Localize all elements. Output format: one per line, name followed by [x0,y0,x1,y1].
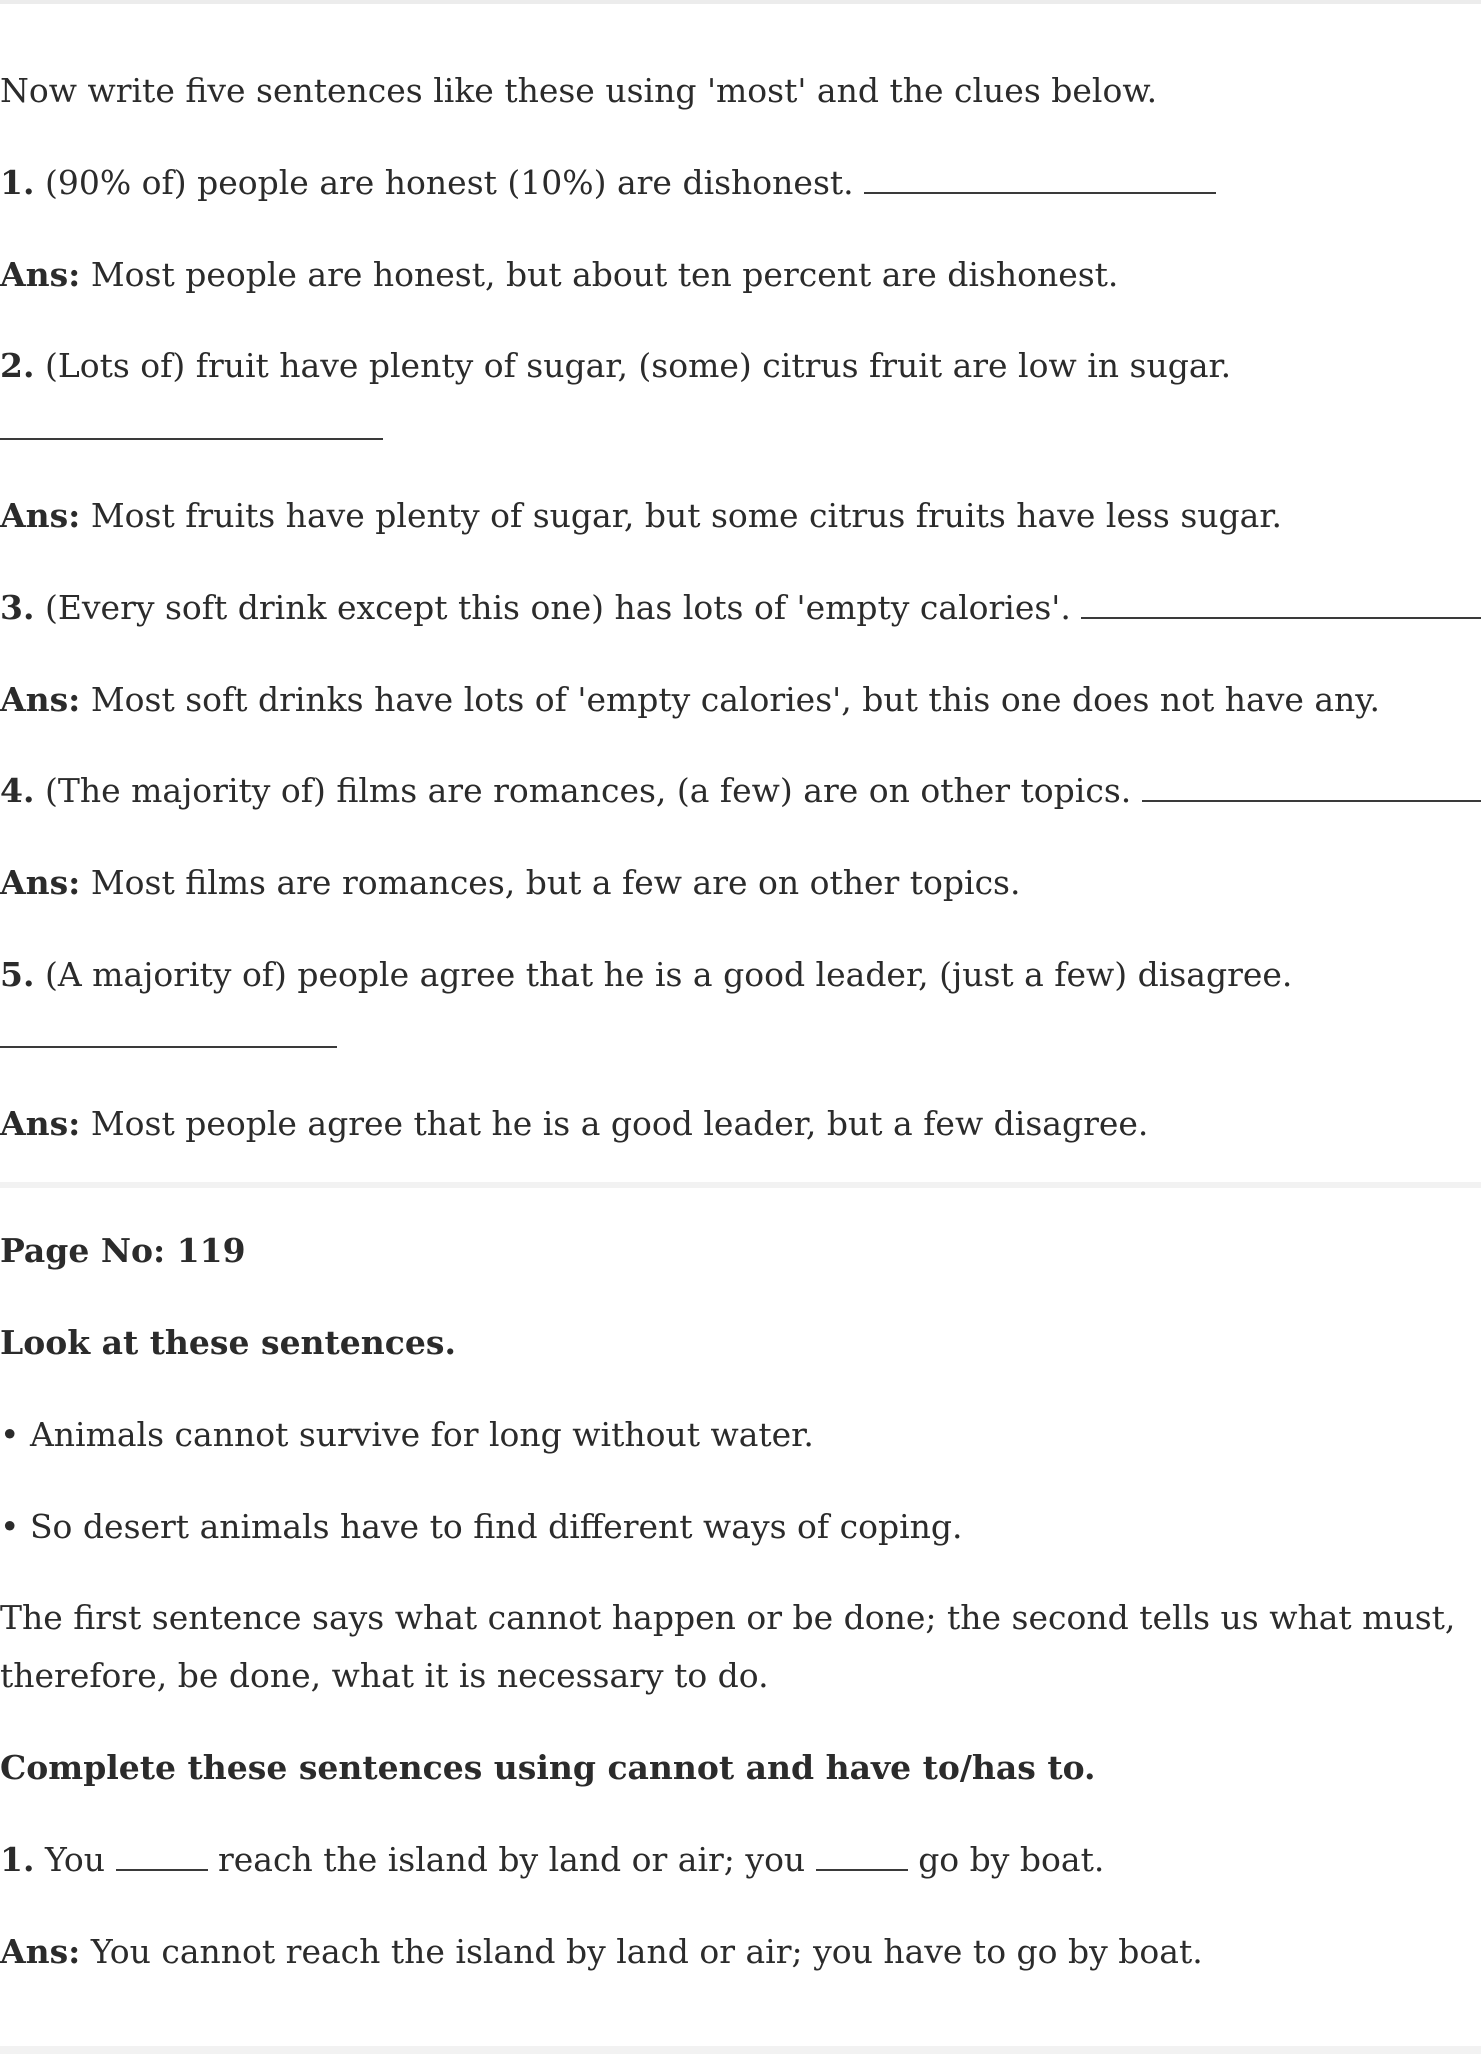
bottom-border [0,2046,1481,2054]
complete-heading: Complete these sentences using cannot and have to/has to. [0,1748,1096,1787]
question-5: 5. (A majority of) people agree that he is a good leader, (just a few) disagree. [0,955,1293,994]
question-number: 1. [0,1840,35,1879]
page-number-heading: Page No: 119 [0,1231,246,1270]
answer-blank [1142,774,1481,802]
question-number: 5. [0,955,35,994]
fill-answer-1: Ans: You cannot reach the island by land or air; you have to go by boat. [0,1932,1203,1971]
answer-blank [1081,591,1481,619]
question-number: 2. [0,346,35,385]
answer-label: Ans: [0,1932,81,1971]
answer-blank [0,1046,337,1048]
fill-question-1: 1. You reach the island by land or air; you go by boat. [0,1840,1105,1879]
look-heading: Look at these sentences. [0,1323,456,1362]
answer-label: Ans: [0,1104,81,1143]
answer-label: Ans: [0,496,81,535]
fill-blank [816,1843,908,1871]
answer-blank [0,438,383,440]
answer-3: Ans: Most soft drinks have lots of 'empty calories', but this one does not have any. [0,680,1381,719]
question-4: 4. (The majority of) films are romances, (a few) are on other topics. [0,771,1481,811]
answer-1: Ans: Most people are honest, but about ten percent are dishonest. [0,255,1119,294]
answer-4: Ans: Most films are romances, but a few are on other topics. [0,863,1021,902]
top-border [0,0,1481,4]
bullet-item: • So desert animals have to find different ways of coping. [0,1507,963,1546]
fill-blank [116,1843,208,1871]
question-number: 4. [0,771,35,810]
answer-5: Ans: Most people agree that he is a good leader, but a few disagree. [0,1104,1149,1143]
question-number: 3. [0,588,35,627]
answer-blank [864,166,1216,194]
question-1: 1. (90% of) people are honest (10%) are dishonest. [0,163,1216,203]
exercise-intro: Now write five sentences like these using 'most' and the clues below. [0,71,1158,110]
question-3: 3. (Every soft drink except this one) has lots of 'empty calories'. [0,588,1481,628]
explanation-line: The first sentence says what cannot happen or be done; the second tells us what must, [0,1598,1456,1637]
question-number: 1. [0,163,35,202]
answer-label: Ans: [0,255,81,294]
section-divider [0,1182,1481,1188]
explanation-line: therefore, be done, what it is necessary to do. [0,1656,769,1695]
question-2: 2. (Lots of) fruit have plenty of sugar, (some) citrus fruit are low in sugar. [0,346,1232,385]
bullet-item: • Animals cannot survive for long without water. [0,1415,814,1454]
answer-2: Ans: Most fruits have plenty of sugar, but some citrus fruits have less sugar. [0,496,1282,535]
answer-label: Ans: [0,680,81,719]
answer-label: Ans: [0,863,81,902]
